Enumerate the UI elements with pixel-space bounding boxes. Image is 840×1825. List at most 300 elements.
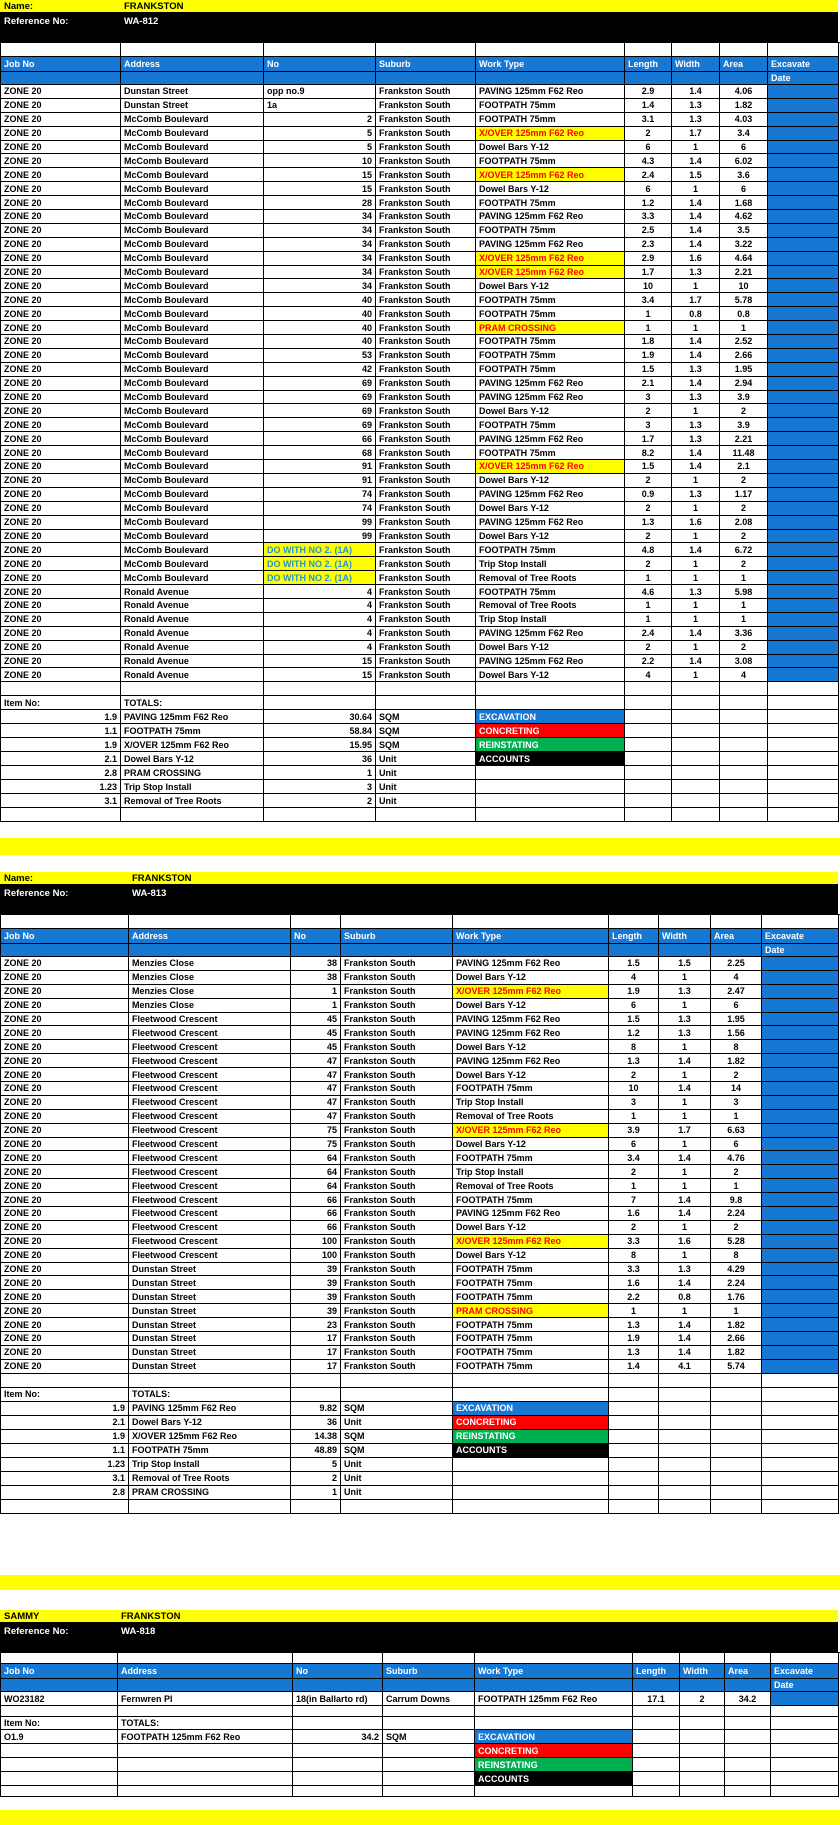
cell-jobno[interactable]: ZONE 20 (1, 1082, 129, 1096)
cell-address[interactable]: Fleetwood Crescent (129, 1165, 291, 1179)
empty-cell[interactable] (659, 1388, 711, 1402)
cell-no[interactable]: opp no.9 (264, 85, 376, 99)
cell-excavate-date[interactable] (768, 377, 839, 391)
cell-area[interactable]: 4 (711, 971, 762, 985)
cell-no[interactable]: 1 (291, 999, 341, 1013)
cell-width[interactable]: 1 (659, 999, 711, 1013)
cell-excavate-date[interactable] (771, 1692, 839, 1706)
cell-jobno[interactable]: ZONE 20 (1, 418, 121, 432)
header-filler-cell[interactable] (475, 1679, 633, 1692)
empty-cell[interactable] (711, 1402, 762, 1416)
cell-no[interactable]: DO WITH NO 2. (1A) (264, 571, 376, 585)
empty-cell[interactable] (625, 710, 672, 724)
header-filler-cell[interactable] (659, 944, 711, 957)
cell-no[interactable]: 99 (264, 530, 376, 544)
empty-cell[interactable] (725, 1706, 771, 1717)
cell-suburb[interactable]: Frankston South (341, 1221, 453, 1235)
cell-address[interactable]: Menzies Close (129, 971, 291, 985)
cell-worktype[interactable]: FOOTPATH 75mm (476, 224, 625, 238)
name-row[interactable] (0, 0, 838, 12)
empty-cell[interactable] (762, 1374, 839, 1388)
cell-worktype[interactable]: Dowel Bars Y-12 (476, 474, 625, 488)
cell-excavate-date[interactable] (768, 530, 839, 544)
header-filler-cell[interactable] (453, 944, 609, 957)
cell-excavate-date[interactable] (762, 985, 839, 999)
cell-length[interactable]: 1.9 (609, 1332, 659, 1346)
cell-address[interactable]: Fleetwood Crescent (129, 1124, 291, 1138)
cell-jobno[interactable]: ZONE 20 (1, 1193, 129, 1207)
column-header-area[interactable]: Area (711, 929, 762, 944)
cell-jobno[interactable]: ZONE 20 (1, 391, 121, 405)
cell-suburb[interactable]: Frankston South (376, 543, 476, 557)
name-row[interactable] (0, 1610, 838, 1622)
cell-area[interactable]: 4 (720, 668, 768, 682)
cell-address[interactable]: Fleetwood Crescent (129, 1138, 291, 1152)
cell-address[interactable]: McComb Boulevard (121, 210, 264, 224)
cell-width[interactable]: 1.4 (672, 460, 720, 474)
cell-suburb[interactable]: Frankston South (341, 999, 453, 1013)
cell-length[interactable]: 10 (625, 279, 672, 293)
cell-length[interactable]: 17.1 (633, 1692, 680, 1706)
cell-jobno[interactable]: ZONE 20 (1, 1040, 129, 1054)
cell-excavate-date[interactable] (768, 279, 839, 293)
cell-address[interactable]: McComb Boulevard (121, 571, 264, 585)
cell-length[interactable]: 2 (625, 557, 672, 571)
cell-excavate-date[interactable] (768, 196, 839, 210)
column-header-jobno[interactable]: Job No (1, 57, 121, 72)
cell-no[interactable]: 34 (264, 210, 376, 224)
empty-cell[interactable] (1, 1786, 118, 1797)
cell-address[interactable]: McComb Boulevard (121, 196, 264, 210)
cell-worktype[interactable]: FOOTPATH 75mm (476, 363, 625, 377)
empty-cell[interactable] (771, 1758, 839, 1772)
cell-jobno[interactable]: ZONE 20 (1, 1235, 129, 1249)
cell-excavate-date[interactable] (768, 432, 839, 446)
column-header-address[interactable]: Address (118, 1664, 293, 1679)
cell-suburb[interactable]: Frankston South (376, 252, 476, 266)
cell-worktype[interactable]: Dowel Bars Y-12 (453, 1068, 609, 1082)
cell-length[interactable]: 3.1 (625, 113, 672, 127)
cell-width[interactable]: 2 (680, 1692, 725, 1706)
cell-no[interactable]: 47 (291, 1110, 341, 1124)
cell-length[interactable]: 3.3 (625, 210, 672, 224)
cell-jobno[interactable]: ZONE 20 (1, 641, 121, 655)
cell-jobno[interactable]: ZONE 20 (1, 1054, 129, 1068)
cell-width[interactable]: 1.4 (672, 196, 720, 210)
empty-cell[interactable] (1, 1653, 118, 1664)
empty-cell[interactable] (768, 696, 839, 710)
cell-no[interactable]: 69 (264, 418, 376, 432)
cell-area[interactable]: 5.28 (711, 1235, 762, 1249)
cell-excavate-date[interactable] (768, 391, 839, 405)
empty-cell[interactable] (680, 1706, 725, 1717)
empty-cell[interactable] (680, 1744, 725, 1758)
cell-excavate-date[interactable] (762, 1249, 839, 1263)
cell-address[interactable]: Dunstan Street (129, 1276, 291, 1290)
cell-address[interactable]: McComb Boulevard (121, 474, 264, 488)
cell-jobno[interactable]: ZONE 20 (1, 985, 129, 999)
cell-address[interactable]: Dunstan Street (129, 1290, 291, 1304)
empty-cell[interactable] (376, 696, 476, 710)
cell-worktype[interactable]: Dowel Bars Y-12 (453, 1249, 609, 1263)
empty-cell[interactable] (771, 1772, 839, 1786)
header-filler-cell[interactable] (1, 72, 121, 85)
cell-jobno[interactable]: ZONE 20 (1, 999, 129, 1013)
cell-width[interactable]: 1.3 (672, 432, 720, 446)
empty-cell[interactable] (609, 1458, 659, 1472)
empty-cell[interactable] (672, 710, 720, 724)
cell-width[interactable]: 1.4 (672, 238, 720, 252)
reference-row[interactable] (0, 884, 838, 903)
cell-worktype[interactable]: PAVING 125mm F62 Reo (453, 957, 609, 971)
reference-row[interactable] (0, 12, 838, 31)
empty-cell[interactable] (768, 752, 839, 766)
cell-jobno[interactable]: ZONE 20 (1, 1276, 129, 1290)
cell-suburb[interactable]: Frankston South (376, 127, 476, 141)
empty-cell[interactable] (118, 1706, 293, 1717)
cell-worktype[interactable]: FOOTPATH 75mm (453, 1276, 609, 1290)
cell-excavate-date[interactable] (768, 224, 839, 238)
cell-address[interactable]: McComb Boulevard (121, 293, 264, 307)
cell-address[interactable]: Menzies Close (129, 957, 291, 971)
cell-area[interactable]: 2 (720, 641, 768, 655)
cell-address[interactable]: McComb Boulevard (121, 391, 264, 405)
cell-no[interactable]: 4 (264, 627, 376, 641)
cell-length[interactable]: 4 (609, 971, 659, 985)
cell-jobno[interactable]: ZONE 20 (1, 1221, 129, 1235)
cell-area[interactable]: 4.62 (720, 210, 768, 224)
empty-cell[interactable] (633, 1706, 680, 1717)
cell-address[interactable]: Ronald Avenue (121, 641, 264, 655)
empty-cell[interactable] (121, 808, 264, 822)
empty-cell[interactable] (725, 1730, 771, 1744)
cell-length[interactable]: 7 (609, 1193, 659, 1207)
cell-no[interactable]: 47 (291, 1054, 341, 1068)
cell-suburb[interactable]: Frankston South (341, 1332, 453, 1346)
cell-area[interactable]: 4.06 (720, 85, 768, 99)
cell-length[interactable]: 2 (625, 404, 672, 418)
cell-suburb[interactable]: Frankston South (376, 266, 476, 280)
cell-worktype[interactable]: FOOTPATH 75mm (476, 154, 625, 168)
cell-jobno[interactable]: ZONE 20 (1, 1332, 129, 1346)
cell-excavate-date[interactable] (768, 182, 839, 196)
cell-jobno[interactable]: ZONE 20 (1, 502, 121, 516)
cell-width[interactable]: 1 (672, 571, 720, 585)
cell-address[interactable]: McComb Boulevard (121, 460, 264, 474)
cell-suburb[interactable]: Frankston South (376, 196, 476, 210)
column-header-worktype[interactable]: Work Type (453, 929, 609, 944)
cell-no[interactable]: 47 (291, 1068, 341, 1082)
empty-cell[interactable] (633, 1744, 680, 1758)
cell-width[interactable]: 1.4 (659, 1082, 711, 1096)
empty-cell[interactable] (680, 1772, 725, 1786)
cell-no[interactable]: 5 (264, 127, 376, 141)
cell-no[interactable]: 64 (291, 1165, 341, 1179)
cell-worktype[interactable]: FOOTPATH 75mm (476, 113, 625, 127)
cell-excavate-date[interactable] (768, 502, 839, 516)
empty-cell[interactable] (453, 1388, 609, 1402)
cell-suburb[interactable]: Frankston South (341, 1151, 453, 1165)
cell-excavate-date[interactable] (762, 1165, 839, 1179)
empty-cell[interactable] (476, 682, 625, 696)
cell-excavate-date[interactable] (762, 1110, 839, 1124)
cell-no[interactable]: 99 (264, 516, 376, 530)
column-header-no[interactable]: No (291, 929, 341, 944)
cell-no[interactable]: 4 (264, 585, 376, 599)
cell-jobno[interactable]: ZONE 20 (1, 1207, 129, 1221)
cell-excavate-date[interactable] (768, 168, 839, 182)
cell-address[interactable]: McComb Boulevard (121, 543, 264, 557)
cell-jobno[interactable]: ZONE 20 (1, 557, 121, 571)
empty-cell[interactable] (720, 766, 768, 780)
cell-no[interactable]: 45 (291, 1026, 341, 1040)
column-header-width[interactable]: Width (659, 929, 711, 944)
cell-jobno[interactable]: ZONE 20 (1, 1165, 129, 1179)
cell-jobno[interactable]: ZONE 20 (1, 599, 121, 613)
cell-no[interactable]: 45 (291, 1013, 341, 1027)
cell-no[interactable]: 40 (264, 321, 376, 335)
cell-excavate-date[interactable] (768, 543, 839, 557)
empty-cell[interactable] (659, 1402, 711, 1416)
empty-cell[interactable] (383, 1706, 475, 1717)
cell-jobno[interactable]: ZONE 20 (1, 530, 121, 544)
cell-suburb[interactable]: Frankston South (376, 668, 476, 682)
empty-cell[interactable] (625, 752, 672, 766)
empty-cell[interactable] (720, 710, 768, 724)
cell-length[interactable]: 3.3 (609, 1263, 659, 1277)
cell-address[interactable]: McComb Boulevard (121, 168, 264, 182)
cell-excavate-date[interactable] (768, 655, 839, 669)
date-header-cell[interactable]: Date (771, 1679, 839, 1692)
cell-length[interactable]: 10 (609, 1082, 659, 1096)
cell-suburb[interactable]: Frankston South (376, 516, 476, 530)
cell-no[interactable]: 17 (291, 1360, 341, 1374)
empty-cell[interactable] (672, 696, 720, 710)
empty-cell[interactable] (1, 43, 121, 57)
cell-suburb[interactable]: Frankston South (376, 377, 476, 391)
cell-area[interactable]: 1.56 (711, 1026, 762, 1040)
cell-no[interactable]: 34 (264, 279, 376, 293)
cell-worktype[interactable]: Removal of Tree Roots (453, 1110, 609, 1124)
cell-length[interactable]: 2.4 (625, 627, 672, 641)
cell-width[interactable]: 1.7 (659, 1124, 711, 1138)
cell-suburb[interactable]: Frankston South (341, 1124, 453, 1138)
cell-length[interactable]: 1.8 (625, 335, 672, 349)
cell-excavate-date[interactable] (762, 1235, 839, 1249)
cell-no[interactable]: 64 (291, 1151, 341, 1165)
empty-cell[interactable] (672, 43, 720, 57)
empty-cell[interactable] (121, 682, 264, 696)
empty-cell[interactable] (768, 780, 839, 794)
cell-area[interactable]: 2.66 (720, 349, 768, 363)
cell-area[interactable]: 3.36 (720, 627, 768, 641)
empty-cell[interactable] (720, 724, 768, 738)
cell-suburb[interactable]: Frankston South (341, 1235, 453, 1249)
cell-address[interactable]: McComb Boulevard (121, 182, 264, 196)
cell-excavate-date[interactable] (762, 999, 839, 1013)
empty-cell[interactable] (720, 682, 768, 696)
empty-cell[interactable] (711, 1458, 762, 1472)
empty-cell[interactable] (725, 1744, 771, 1758)
empty-cell[interactable] (291, 1388, 341, 1402)
cell-suburb[interactable]: Frankston South (376, 335, 476, 349)
empty-cell[interactable] (680, 1717, 725, 1730)
cell-excavate-date[interactable] (762, 1346, 839, 1360)
empty-cell[interactable] (476, 43, 625, 57)
cell-suburb[interactable]: Frankston South (341, 985, 453, 999)
cell-area[interactable]: 6.72 (720, 543, 768, 557)
cell-area[interactable]: 8 (711, 1040, 762, 1054)
empty-cell[interactable] (476, 696, 625, 710)
cell-width[interactable]: 1.3 (672, 418, 720, 432)
cell-excavate-date[interactable] (768, 321, 839, 335)
cell-width[interactable]: 1 (672, 641, 720, 655)
cell-address[interactable]: Fleetwood Crescent (129, 1221, 291, 1235)
cell-jobno[interactable]: ZONE 20 (1, 293, 121, 307)
empty-cell[interactable] (771, 1730, 839, 1744)
cell-width[interactable]: 1.4 (659, 1193, 711, 1207)
cell-length[interactable]: 2.4 (625, 168, 672, 182)
cell-area[interactable]: 2 (711, 1068, 762, 1082)
cell-no[interactable]: 74 (264, 502, 376, 516)
empty-cell[interactable] (680, 1786, 725, 1797)
cell-excavate-date[interactable] (762, 957, 839, 971)
cell-excavate-date[interactable] (762, 1026, 839, 1040)
cell-no[interactable]: 15 (264, 668, 376, 682)
cell-excavate-date[interactable] (768, 599, 839, 613)
header-filler-cell[interactable] (633, 1679, 680, 1692)
cell-worktype[interactable]: PAVING 125mm F62 Reo (476, 655, 625, 669)
cell-worktype[interactable]: X/OVER 125mm F62 Reo (453, 1124, 609, 1138)
header-filler-cell[interactable] (725, 1679, 771, 1692)
cell-no[interactable]: 66 (291, 1207, 341, 1221)
cell-length[interactable]: 2.9 (625, 252, 672, 266)
cell-length[interactable]: 6 (625, 182, 672, 196)
cell-area[interactable]: 3.22 (720, 238, 768, 252)
cell-no[interactable]: 15 (264, 182, 376, 196)
cell-suburb[interactable]: Frankston South (376, 99, 476, 113)
cell-length[interactable]: 1.7 (625, 432, 672, 446)
cell-worktype[interactable]: X/OVER 125mm F62 Reo (453, 985, 609, 999)
empty-cell[interactable] (1, 682, 121, 696)
cell-area[interactable]: 2 (711, 1165, 762, 1179)
empty-cell[interactable] (659, 1416, 711, 1430)
cell-width[interactable]: 1 (659, 1138, 711, 1152)
cell-no[interactable]: DO WITH NO 2. (1A) (264, 543, 376, 557)
cell-jobno[interactable]: ZONE 20 (1, 154, 121, 168)
header-filler-cell[interactable] (291, 944, 341, 957)
cell-worktype[interactable]: FOOTPATH 75mm (453, 1193, 609, 1207)
empty-cell[interactable] (1, 1500, 129, 1514)
cell-excavate-date[interactable] (762, 1124, 839, 1138)
cell-width[interactable]: 1.4 (672, 154, 720, 168)
cell-worktype[interactable]: Trip Stop Install (453, 1165, 609, 1179)
cell-length[interactable]: 1.3 (609, 1054, 659, 1068)
cell-suburb[interactable]: Frankston South (376, 293, 476, 307)
cell-no[interactable]: 39 (291, 1263, 341, 1277)
cell-length[interactable]: 1.3 (609, 1318, 659, 1332)
cell-worktype[interactable]: PAVING 125mm F62 Reo (476, 516, 625, 530)
cell-suburb[interactable]: Frankston South (376, 474, 476, 488)
cell-no[interactable]: 66 (264, 432, 376, 446)
empty-cell[interactable] (720, 808, 768, 822)
empty-cell[interactable] (672, 780, 720, 794)
cell-address[interactable]: McComb Boulevard (121, 113, 264, 127)
cell-worktype[interactable]: Dowel Bars Y-12 (476, 141, 625, 155)
empty-cell[interactable] (609, 1486, 659, 1500)
cell-suburb[interactable]: Frankston South (341, 1360, 453, 1374)
cell-width[interactable]: 0.8 (659, 1290, 711, 1304)
cell-no[interactable]: 100 (291, 1249, 341, 1263)
empty-cell[interactable] (625, 43, 672, 57)
empty-cell[interactable] (768, 724, 839, 738)
cell-excavate-date[interactable] (768, 613, 839, 627)
cell-jobno[interactable]: ZONE 20 (1, 488, 121, 502)
cell-jobno[interactable]: ZONE 20 (1, 99, 121, 113)
cell-suburb[interactable]: Frankston South (341, 1263, 453, 1277)
date-header-cell[interactable]: Date (768, 72, 839, 85)
empty-cell[interactable] (762, 1500, 839, 1514)
cell-suburb[interactable]: Frankston South (376, 530, 476, 544)
cell-no[interactable]: 10 (264, 154, 376, 168)
empty-cell[interactable] (376, 682, 476, 696)
cell-jobno[interactable]: ZONE 20 (1, 1013, 129, 1027)
cell-no[interactable]: 69 (264, 377, 376, 391)
cell-jobno[interactable]: ZONE 20 (1, 585, 121, 599)
cell-no[interactable]: 53 (264, 349, 376, 363)
empty-cell[interactable] (633, 1717, 680, 1730)
cell-worktype[interactable]: FOOTPATH 75mm (476, 446, 625, 460)
cell-worktype[interactable]: Dowel Bars Y-12 (476, 502, 625, 516)
empty-cell[interactable] (609, 1388, 659, 1402)
cell-address[interactable]: Dunstan Street (129, 1332, 291, 1346)
empty-cell[interactable] (659, 1430, 711, 1444)
cell-length[interactable]: 4.8 (625, 543, 672, 557)
empty-cell[interactable] (121, 43, 264, 57)
column-header-suburb[interactable]: Suburb (383, 1664, 475, 1679)
cell-excavate-date[interactable] (762, 1082, 839, 1096)
empty-cell[interactable] (264, 696, 376, 710)
empty-cell[interactable] (609, 1430, 659, 1444)
empty-cell[interactable] (633, 1653, 680, 1664)
cell-jobno[interactable]: ZONE 20 (1, 1179, 129, 1193)
header-filler-cell[interactable] (293, 1679, 383, 1692)
cell-excavate-date[interactable] (768, 349, 839, 363)
empty-cell[interactable] (762, 1472, 839, 1486)
cell-excavate-date[interactable] (762, 1054, 839, 1068)
cell-worktype[interactable]: PAVING 125mm F62 Reo (476, 488, 625, 502)
cell-no[interactable]: 38 (291, 957, 341, 971)
empty-cell[interactable] (768, 738, 839, 752)
empty-cell[interactable] (762, 1430, 839, 1444)
empty-cell[interactable] (720, 738, 768, 752)
empty-cell[interactable] (720, 696, 768, 710)
empty-cell[interactable] (680, 1730, 725, 1744)
cell-length[interactable]: 3 (625, 391, 672, 405)
cell-width[interactable]: 1.4 (672, 655, 720, 669)
empty-cell[interactable] (720, 794, 768, 808)
cell-address[interactable]: Fleetwood Crescent (129, 1207, 291, 1221)
cell-address[interactable]: Menzies Close (129, 985, 291, 999)
cell-no[interactable]: DO WITH NO 2. (1A) (264, 557, 376, 571)
empty-cell[interactable] (633, 1772, 680, 1786)
cell-no[interactable]: 69 (264, 391, 376, 405)
cell-excavate-date[interactable] (762, 1221, 839, 1235)
cell-suburb[interactable]: Frankston South (376, 585, 476, 599)
cell-no[interactable]: 34 (264, 266, 376, 280)
cell-suburb[interactable]: Frankston South (376, 502, 476, 516)
cell-worktype[interactable]: Trip Stop Install (476, 613, 625, 627)
